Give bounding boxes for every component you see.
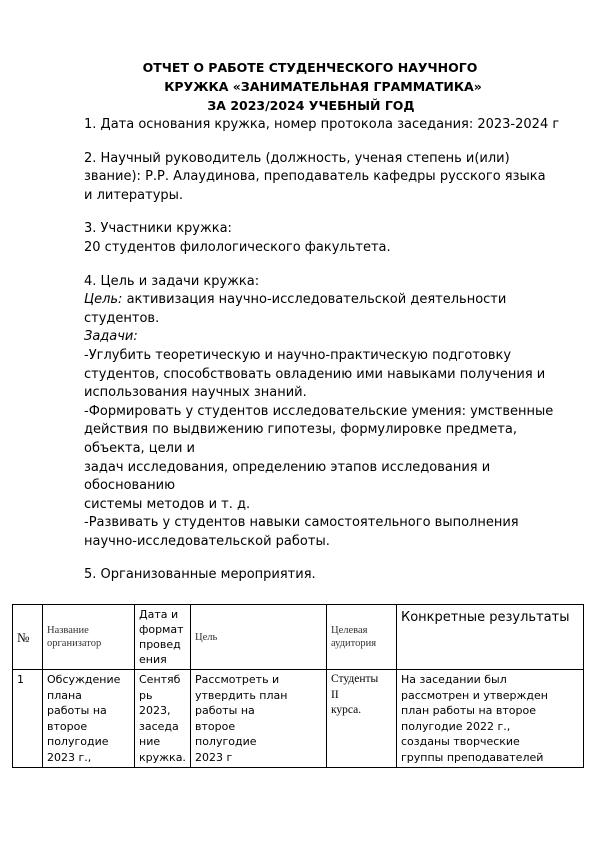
goal-text: активизация научно-исследовательской деятельности: [122, 292, 507, 308]
header-date-line: провед: [139, 638, 181, 651]
cell-line: полугодие 2022 г.,: [401, 719, 511, 733]
cell-line: курса.: [331, 704, 362, 716]
row-1-audience: [327, 670, 397, 768]
cell-line: 2023 г: [195, 750, 233, 764]
cell-line: II: [331, 688, 339, 701]
table-row: [13, 670, 584, 768]
header-date-line: формат: [139, 623, 184, 636]
events-table: [12, 604, 584, 768]
section-2-line-3: и литературы.: [84, 187, 184, 203]
section-2-line-2: звание): Р.Р. Алаудинова, преподаватель кафедры русского языка: [84, 169, 546, 185]
cell-line: 2023,: [139, 704, 171, 717]
row-1-goal: [191, 670, 327, 768]
header-audience-line: аудитория: [331, 638, 377, 649]
task-line-11: научно-исследовательской работы.: [84, 533, 330, 549]
task-line-3: использования научных знаний.: [84, 385, 307, 401]
task-line-6: объекта, цели и: [84, 440, 195, 456]
cell-line: полугодие: [195, 735, 257, 748]
row-1-name: [43, 670, 135, 768]
header-name-line: организатор: [47, 638, 102, 649]
tasks-label: Задачи:: [84, 329, 138, 345]
cell-line: работы на: [195, 704, 255, 717]
task-line-10: -Развивать у студентов навыки самостоятельного выполнения: [84, 515, 519, 531]
cell-line: 2023 г.,: [47, 750, 92, 764]
section-1: 1. Дата основания кружка, номер протокола заседания: 2023-2024 г: [84, 117, 560, 132]
cell-line: плана: [47, 688, 82, 702]
cell-line: заседа: [139, 719, 179, 733]
cell-line: Сентяб: [139, 673, 181, 686]
cell-line: второе: [47, 719, 88, 733]
section-4-heading: 4. Цель и задачи кружка:: [84, 273, 260, 289]
cell-line: Обсуждение: [47, 673, 121, 686]
header-num: №: [13, 605, 43, 670]
title-line-1: ОТЧЕТ О РАБОТЕ СТУДЕНЧЕСКОГО НАУЧНОГО: [142, 60, 478, 75]
row-1-num: 1: [13, 670, 43, 768]
header-goal: Цель: [191, 605, 327, 670]
title-line-2: КРУЖКА «ЗАНИМАТЕЛЬНАЯ ГРАММАТИКА»: [164, 79, 482, 94]
task-line-8: обоснованию: [84, 478, 176, 494]
goal-line-2: студентов.: [84, 310, 160, 326]
section-2-line-1: 2. Научный руководитель (должность, ученая степень и(или): [84, 150, 510, 166]
cell-line: ние: [139, 735, 161, 748]
task-line-1: -Углубить теоретическую и научно-практическую подготовку: [84, 347, 512, 363]
cell-line: второе: [195, 719, 236, 733]
cell-line: план работы на второе: [401, 704, 537, 717]
task-line-9: системы методов и т. д.: [84, 496, 251, 512]
report-title: [100, 58, 520, 115]
cell-line: Студенты: [331, 673, 379, 685]
cell-line: рь: [139, 688, 153, 702]
goal-line: [84, 291, 584, 310]
header-name-line: Название: [47, 625, 89, 636]
section-5: 5. Организованные мероприятия.: [84, 567, 316, 583]
cell-line: рассмотрен и утвержден: [401, 688, 548, 702]
header-date-line: Дата и: [139, 608, 179, 621]
task-line-2: студентов, способствовать овладению ими навыками получения и: [84, 366, 546, 382]
report-body: [84, 116, 584, 585]
table-header-row: [13, 605, 584, 670]
header-date-line: ения: [139, 653, 167, 666]
cell-line: кружка.: [139, 750, 186, 764]
cell-line: группы преподавателей: [401, 750, 544, 764]
cell-line: На заседании был: [401, 673, 507, 686]
header-audience-line: Целевая: [331, 625, 368, 636]
cell-line: работы на: [47, 704, 107, 717]
task-line-4: -Формировать у студентов исследовательские умения: умственные: [84, 403, 554, 419]
task-line-5: действия по выдвижению гипотезы, формулировке предмета,: [84, 422, 517, 438]
task-line-7: задач исследования, определению этапов исследования и: [84, 459, 491, 475]
section-3-line-2: 20 студентов филологического факультета.: [84, 239, 391, 255]
cell-line: созданы творческие: [401, 735, 520, 748]
section-3-line-1: 3. Участники кружка:: [84, 221, 232, 237]
header-results: Конкретные результаты: [397, 605, 584, 670]
title-line-3: ЗА 2023/2024 УЧЕБНЫЙ ГОД: [207, 98, 415, 113]
cell-line: полугодие: [47, 735, 109, 748]
row-1-date: [135, 670, 191, 768]
cell-line: Рассмотреть и: [195, 673, 280, 686]
header-date: [135, 605, 191, 670]
goal-label: Цель:: [84, 292, 123, 308]
header-audience: [327, 605, 397, 670]
cell-line: утвердить план: [195, 688, 288, 702]
header-name: [43, 605, 135, 670]
row-1-results: [397, 670, 584, 768]
